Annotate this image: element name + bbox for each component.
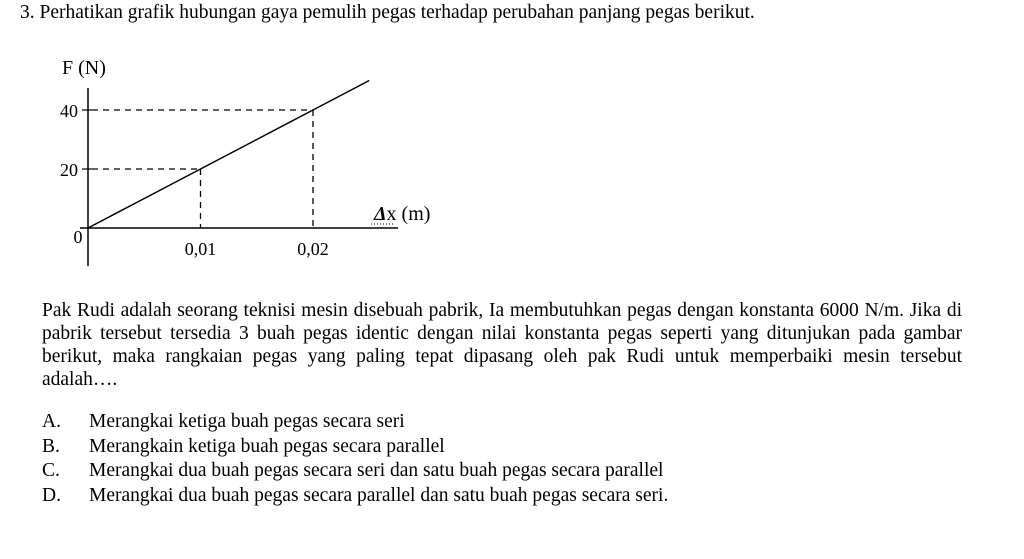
option-letter: D. (42, 484, 61, 506)
force-line (88, 81, 369, 229)
option-letter: C. (42, 460, 60, 481)
y-tick-label: 20 (60, 160, 78, 180)
option-b[interactable] (42, 435, 668, 460)
option-letter: B. (42, 435, 60, 457)
option-text: Merangkain ketiga buah pegas secara parallel (89, 435, 445, 457)
problem-paragraph: Pak Rudi adalah seorang teknisi mesin disebuah pabrik, Ia membutuhkan pegas dengan konstanta 6000 N/m. Jika di pabrik tersebut tersedia 3 buah pegas identic dengan nilai konstanta pegas seperti yang ditunjukan pada gambar berikut, maka rangkaian pegas yang paling tepat dipasang oleh pak Rudi untuk memperbaiki mesin tersebut adalah…. (42, 300, 962, 390)
y-axis-label: F (N) (62, 57, 106, 79)
x-axis-label-symbol: Δ (374, 203, 387, 225)
question-stem: 3. Perhatikan grafik hubungan gaya pemulih pegas terhadap perubahan panjang pegas berikut. (20, 2, 755, 23)
option-text: Merangkai dua buah pegas secara seri dan satu buah pegas secara parallel (89, 460, 664, 481)
option-a[interactable] (42, 410, 668, 435)
option-letter: A. (42, 411, 61, 432)
option-d[interactable] (42, 484, 668, 509)
chart-series (88, 81, 369, 229)
origin-label: 0 (73, 227, 83, 247)
x-axis-label-unit: x (m) (386, 203, 431, 225)
x-axis-label (373, 203, 430, 225)
option-text: Merangkai dua buah pegas secara parallel dan satu buah pegas secara seri. (89, 484, 669, 506)
x-tick-label: 0,01 (184, 239, 217, 259)
x-tick-label: 0,02 (297, 239, 329, 259)
option-text: Merangkai ketiga buah pegas secara seri (89, 411, 405, 432)
option-c[interactable] (42, 459, 668, 484)
chart-axes (80, 88, 398, 266)
y-tick-label: 40 (60, 101, 78, 121)
answer-options (42, 410, 668, 508)
